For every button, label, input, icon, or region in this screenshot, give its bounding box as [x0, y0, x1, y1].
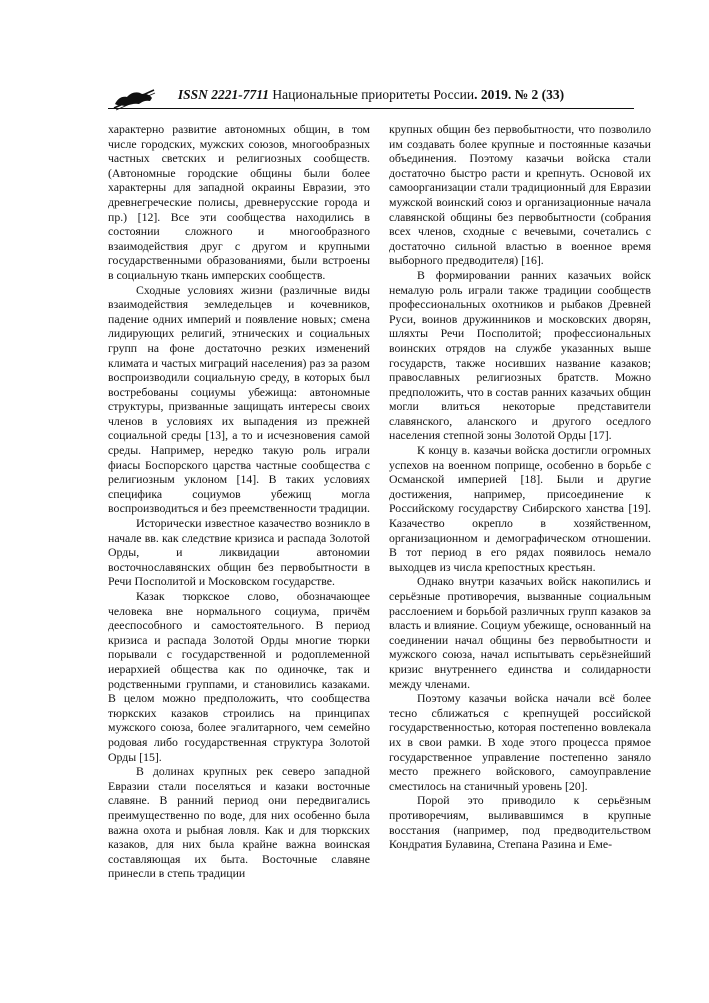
issn: ISSN 2221-7711	[177, 87, 269, 102]
paragraph: Исторически известное казачество возникло в начале вв. как следствие кризиса и распада Золотой Орды, и ликвидации автономии восточнославянских общин без первобытности в Речи Посполитой и Московском государстве.	[108, 516, 370, 589]
issue-number: (33)	[541, 87, 565, 102]
left-column	[108, 122, 370, 984]
paragraph: Порой это приводило к серьёзным противоречиям, выливавшимся в крупные восстания (например, под предводительством Кондратия Булавина, Степана Разина и Еме-	[389, 793, 651, 852]
journal-title: Национальные приоритеты России	[272, 87, 475, 102]
running-header	[108, 84, 634, 106]
right-column	[389, 122, 651, 984]
year-issue: . 2019. № 2	[474, 87, 539, 102]
paragraph: Казак тюркское слово, обозначающее человека вне нормального социума, причём дееспособного и самостоятельного. В период кризиса и распада Золотой Орды многие тюрки порывали с государственной и родоплеменной иерархией общества как по одиночке, так и родственными группами, и становились казаками. В целом можно предположить, что сообщества тюркских казаков строились на принципах мужского союза, более эгалитарного, чем семейно родовая либо государственная структура Золотой Орды [15].	[108, 589, 370, 764]
paragraph: К концу в. казачьи войска достигли огромных успехов на военном поприще, особенно в борьбе с Османской империей [18]. Были и другие достижения, например, присоединение к Российскому государству Сибирского ханства [19]. Казачество окрепло в хозяйственном, организационном и демографическом отношении. В тот период в его рядах появилось немало выходцев из числа крепостных крестьян.	[389, 443, 651, 574]
paragraph: В формировании ранних казачьих войск немалую роль играли также традиции сообществ профессиональных охотников и рыбаков Древней Руси, воинов дружинников и московских дворян, шляхты Речи Посполитой; профессиональных воинских отрядов на службе указанных выше государств, также носивших название казаков; православных религиозных братств. Можно предположить, что в состав ранних казачьих общин могли влиться некоторые представители славянского, аланского и другого оседлого населения степной зоны Золотой Орды [17].	[389, 267, 651, 443]
paragraph: крупных общин без первобытности, что позволило им создавать более крупные и постоянные казачьи объединения. Поэтому казачьи войска стали достаточно быстро расти и крепнуть. Основой их самоорганизации стали традиционный для Евразии мужской воинский союз и организационные начала славянской общины без первобытности (собрания всех членов, сходные с вечевыми, сочетались с достаточно сильной властью в военное время выборного предводителя) [16].	[389, 122, 651, 268]
paragraph: характерно развитие автономных общин, в том числе городских, мужских союзов, многообразных частных светских и религиозных сообществ. (Автономные городские общины были более характерны для западной окраины Евразии, это древнегреческие полисы, древнерусские города и пр.) [12]. Все эти сообщества находились в состоянии сложного и многообразного взаимодействия друг с другом и крупными государственными образованиями, были встроены в социальную ткань имперских сообществ.	[108, 122, 370, 282]
paragraph: Поэтому казачьи войска начали всё более тесно сближаться с крепнущей российской государственностью, которая постепенно вовлекала их в свои рамки. В ходе этого процесса прямое государственное управление постепенно заняло место прежнего войскового, самоуправление сместилось на станичный уровень [20].	[389, 691, 651, 793]
paragraph: В долинах крупных рек северо западной Евразии стали поселяться и казаки восточные славяне. В ранний период они передвигались преимущественно по воде, для них особенно была важна охота и рыбная ловля. Как и для тюркских казаков, для них была крайне важна воинская составляющая их быта. Восточные славяне принесли в степь традиции	[108, 764, 370, 881]
paragraph: Сходные условиях жизни (различные виды взаимодействия земледельцев и кочевников, падение одних империй и появление новых; смена лидирующих религий, этнических и социальных групп на фоне достаточно резких изменений климата и частых миграций населения) раз за разом воспроизводили социальную среду, в которых был востребованы социумы убежища: автономные структуры, призванные защищать интересы своих членов в условиях их выпадения из прежней социальной среды [13], а то и исчезновения самой среды. Например, нередко такую роль играли фиасы Боспорского царства частные сообщества с религиозным уклоном [14]. В таких условиях специфика социумов убежищ могла воспроизводиться и без преемственности традиции.	[108, 282, 370, 516]
header-rule	[108, 108, 634, 109]
paragraph: Однако внутри казачьих войск накопились и серьёзные противоречия, вызванные социальным расслоением и борьбой различных групп казаков за власть и влияние. Социум убежище, основанный на соединении начал общины без первобытности и мужского союза, начал испытывать серьёзнейший кризис внутреннего единства и солидарности между членами.	[389, 574, 651, 691]
